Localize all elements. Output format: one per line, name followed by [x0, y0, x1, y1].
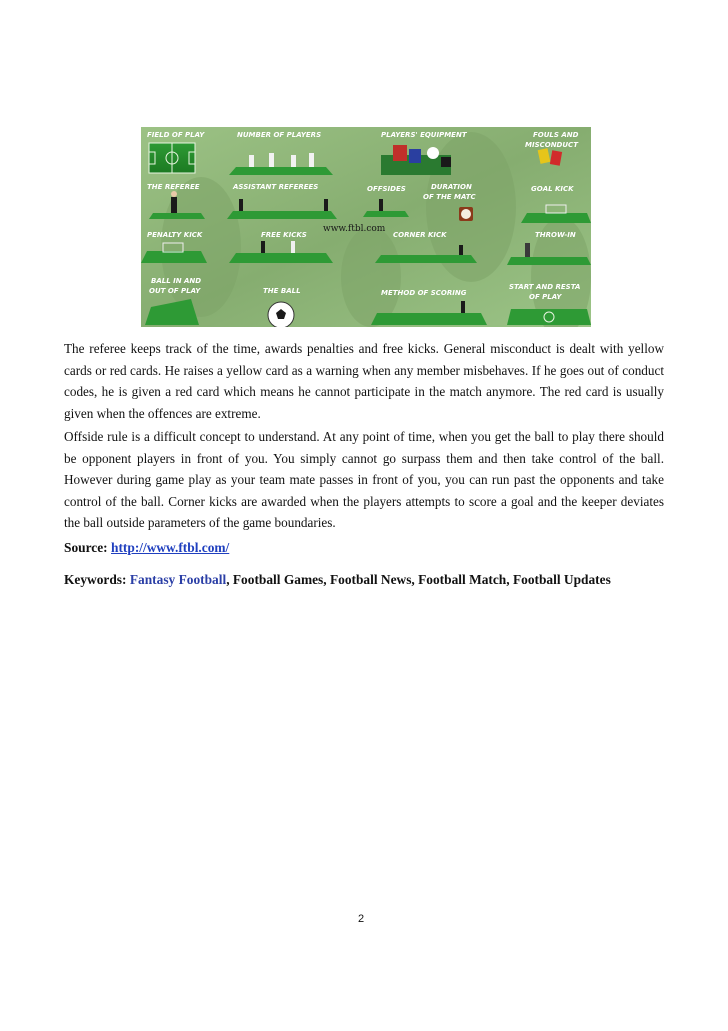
- source-label: Source:: [64, 540, 108, 555]
- label-offsides: OFFSIDES: [367, 185, 406, 193]
- label-goal-kick: GOAL KICK: [531, 185, 574, 193]
- label-the-ball: THE BALL: [263, 287, 301, 295]
- source-line: [64, 540, 229, 556]
- label-duration: DURATION: [431, 183, 472, 191]
- label-method-of-scoring: METHOD OF SCORING: [381, 289, 467, 297]
- field-of-play-icon: [149, 143, 195, 173]
- label-free-kicks: FREE KICKS: [261, 231, 307, 239]
- label-players-equipment: PLAYERS' EQUIPMENT: [381, 131, 467, 139]
- label-of-the-match: OF THE MATC: [423, 193, 476, 201]
- label-field-of-play: FIELD OF PLAY: [147, 131, 205, 139]
- label-corner-kick: CORNER KICK: [393, 231, 447, 239]
- label-ball-in: BALL IN AND: [151, 277, 202, 285]
- football-rules-infographic: [141, 127, 591, 327]
- keywords-rest: , Football Games, Football News, Football Match, Football Updates: [226, 572, 611, 587]
- source-link[interactable]: http://www.ftbl.com/: [111, 540, 230, 555]
- keywords-label: Keywords:: [64, 572, 127, 587]
- paragraph-offside: Offside rule is a difficult concept to understand. At any point of time, when you get the ball to play there should be opponent players in front of you. You simply cannot go surpass them and then take control of the ball. However during game play as your team mate passes in front of you, you can run past the opponents and take control of the ball. Corner kicks are awarded when the players attempts to score a goal and the keeper deviates the ball outside parameters of the game boundaries.: [64, 429, 664, 530]
- page-number: 2: [358, 913, 365, 925]
- start-restart-icon: [507, 309, 591, 325]
- label-penalty-kick: PENALTY KICK: [147, 231, 203, 239]
- label-throw-in: THROW-IN: [535, 231, 576, 239]
- keywords-line: [64, 572, 611, 588]
- label-of-play: OF PLAY: [529, 293, 562, 301]
- label-assistant-referees: ASSISTANT REFEREES: [233, 183, 319, 191]
- label-website: www.ftbl.com: [323, 224, 386, 234]
- label-fouls: FOULS AND: [533, 131, 579, 139]
- paragraph-referee: The referee keeps track of the time, awards penalties and free kicks. General misconduct is dealt with yellow cards or red cards. He raises a yellow card as a warning when any member misbehaves. If he goes out of conduct codes, he is given a red card which means he cannot participate in the match anymore. The red card is usually given when the offences are extreme.: [64, 341, 664, 421]
- infographic-graphic: [141, 127, 591, 327]
- keyword-link-fantasy-football[interactable]: Fantasy Football: [129, 572, 227, 587]
- label-referee: THE REFEREE: [147, 183, 200, 191]
- label-misconduct: MISCONDUCT: [525, 141, 578, 149]
- label-out-of-play: OUT OF PLAY: [149, 287, 201, 295]
- ball-icon: [268, 302, 294, 327]
- duration-clock-icon: [459, 207, 473, 221]
- label-number-of-players: NUMBER OF PLAYERS: [237, 131, 322, 139]
- label-start-restart: START AND RESTA: [509, 283, 581, 291]
